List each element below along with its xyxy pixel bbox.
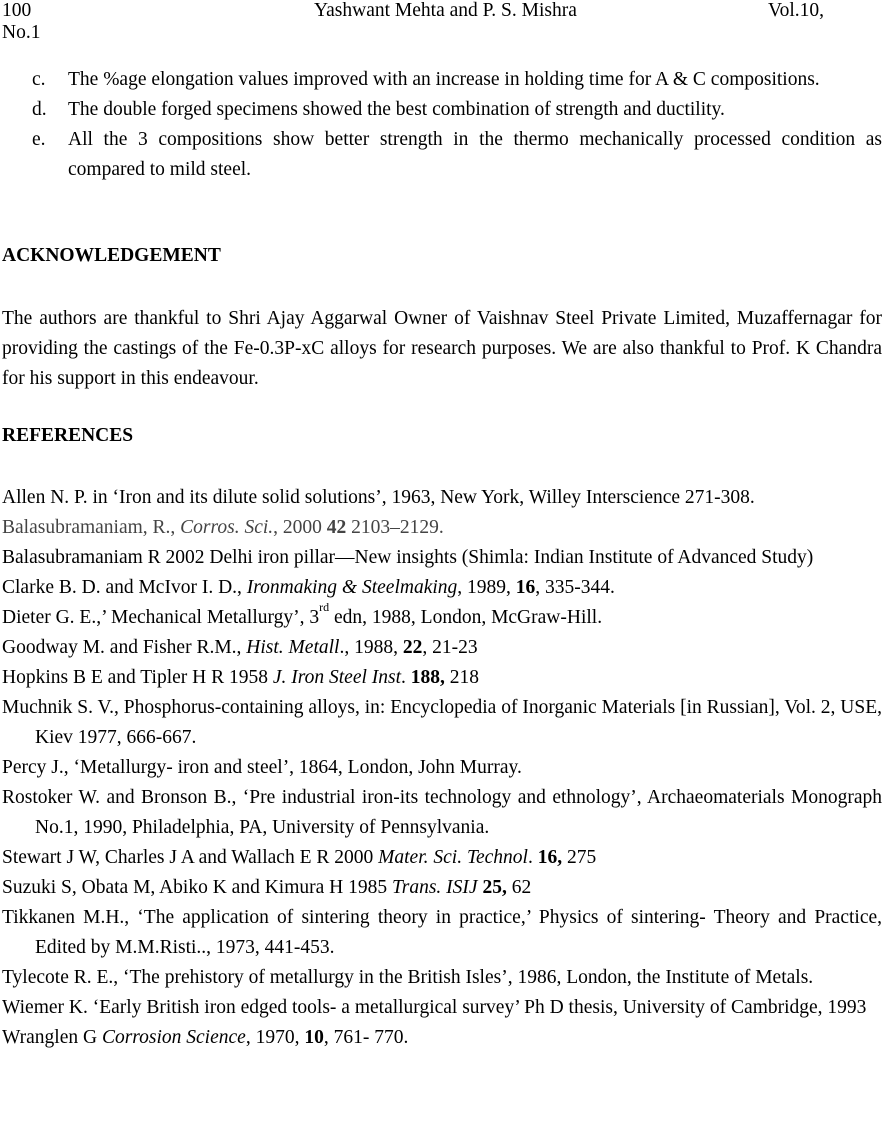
reference-text: Clarke B. D. and McIvor I. D., [2, 577, 247, 598]
reference-text: Wiemer K. ‘Early British iron edged tools- a metallurgical survey’ Ph D thesis, University of Cambridge, 1993 [2, 997, 867, 1018]
reference-item [2, 843, 882, 873]
reference-item [2, 483, 882, 513]
list-marker: d. [32, 99, 47, 120]
acknowledgement-paragraph: The authors are thankful to Shri Ajay Aggarwal Owner of Vaishnav Steel Private Limited, Muzaffernagar for providing the castings of the Fe-0.3P-xC alloys for research purposes. We are also thankful to Prof. K Chandra for his support in this endeavour. [2, 308, 882, 389]
page-header [2, 0, 882, 48]
reference-superscript: rd [319, 600, 330, 614]
reference-item [2, 543, 882, 573]
reference-volume: 22 [402, 637, 423, 658]
reference-text: 275 [562, 847, 597, 868]
conclusion-item [2, 95, 882, 125]
reference-text: Wranglen G [2, 1027, 102, 1048]
reference-text: Percy J., ‘Metallurgy- iron and steel’, 1864, London, John Murray. [2, 757, 522, 778]
reference-journal: Mater. Sci. Technol [378, 847, 528, 868]
reference-item [2, 663, 882, 693]
reference-text: , 2000 [273, 517, 327, 538]
reference-text: , 335-344. [535, 577, 615, 598]
reference-journal: Ironmaking & Steelmaking [246, 577, 458, 598]
reference-text: , 1989, [457, 577, 516, 598]
reference-text: Balasubramaniam, R., [2, 517, 181, 538]
reference-text: Muchnik S. V., Phosphorus-containing alloys, in: Encyclopedia of Inorganic Materials [in Russian], Vol. 2, USE, Kiev 1977, 666-667. [2, 697, 882, 748]
reference-volume: 25, [482, 877, 507, 898]
reference-text: Tylecote R. E., ‘The prehistory of metallurgy in the British Isles’, 1986, London, the Institute of Metals. [2, 967, 814, 988]
reference-item [2, 873, 882, 903]
reference-item [2, 513, 882, 543]
conclusions-list [2, 65, 882, 185]
reference-text: Stewart J W, Charles J A and Wallach E R 2000 [2, 847, 379, 868]
references-heading: REFERENCES [2, 425, 134, 446]
reference-volume: 16 [515, 577, 536, 598]
reference-text: edn, 1988, London, McGraw-Hill. [329, 607, 603, 628]
conclusion-text: The double forged specimens showed the best combination of strength and ductility. [68, 99, 725, 120]
issue-label: No.1 [2, 22, 41, 43]
references-list [2, 483, 882, 1053]
reference-journal: Corrosion Science [101, 1027, 246, 1048]
reference-text: 2103–2129. [346, 517, 444, 538]
reference-item [2, 753, 882, 783]
reference-item [2, 600, 882, 633]
reference-text: Goodway M. and Fisher R.M., [2, 637, 247, 658]
reference-text: Allen N. P. in ‘Iron and its dilute solid solutions’, 1963, New York, Willey Interscience 271-308. [2, 487, 755, 508]
reference-text: Balasubramaniam R 2002 Delhi iron pillar—New insights (Shimla: Indian Institute of Advanced Study) [2, 547, 814, 568]
reference-text: . [527, 847, 538, 868]
reference-text: , 761- 770. [323, 1027, 409, 1048]
reference-journal: J. Iron Steel Inst [272, 667, 402, 688]
reference-text: Suzuki S, Obata M, Abiko K and Kimura H 1985 [2, 877, 392, 898]
reference-item [2, 1023, 882, 1053]
reference-text: , 1970, [245, 1027, 305, 1048]
reference-text: 218 [444, 667, 480, 688]
reference-item [2, 963, 882, 993]
list-marker: c. [32, 69, 46, 90]
reference-text: . [401, 667, 411, 688]
list-marker: e. [32, 129, 46, 150]
page-number: 100 [2, 0, 32, 21]
reference-journal: Trans. ISIJ [391, 877, 478, 898]
reference-volume: 188, [410, 667, 445, 688]
conclusion-text: All the 3 compositions show better strength in the thermo mechanically processed condition as compared to mild steel. [68, 129, 882, 180]
reference-text: 62 [506, 877, 532, 898]
conclusion-item [2, 65, 882, 95]
reference-item [2, 993, 882, 1023]
reference-text: ., 1988, [339, 637, 403, 658]
reference-text: Tikkanen M.H., ‘The application of sintering theory in practice,’ Physics of sintering- Theory and Practice, Edited by M.M.Risti.., 1973, 441-453. [2, 907, 882, 958]
reference-text: Dieter G. E.,’ Mechanical Metallurgy’, 3 [2, 607, 320, 628]
reference-text: , 21-23 [422, 637, 478, 658]
conclusion-text: The %age elongation values improved with an increase in holding time for A & C compositions. [68, 69, 820, 90]
reference-item [2, 903, 882, 963]
reference-text: Rostoker W. and Bronson B., ‘Pre industrial iron-its technology and ethnology’, Archaeomaterials Monograph No.1, 1990, Philadelphia, PA, University of Pennsylvania. [2, 787, 882, 838]
acknowledgement-heading: ACKNOWLEDGEMENT [2, 245, 221, 266]
reference-journal: Corros. Sci. [180, 517, 274, 538]
reference-volume: 42 [326, 517, 347, 538]
running-head-authors: Yashwant Mehta and P. S. Mishra [314, 0, 577, 21]
reference-volume: 16, [537, 847, 563, 868]
reference-text: Hopkins B E and Tipler H R 1958 [2, 667, 273, 688]
reference-item [2, 693, 882, 753]
conclusion-item [2, 125, 882, 185]
reference-volume: 10 [304, 1027, 324, 1048]
volume-label: Vol.10, [768, 0, 824, 21]
reference-journal: Hist. Metall [246, 637, 340, 658]
reference-item [2, 633, 882, 663]
reference-item [2, 783, 882, 843]
reference-item [2, 573, 882, 603]
